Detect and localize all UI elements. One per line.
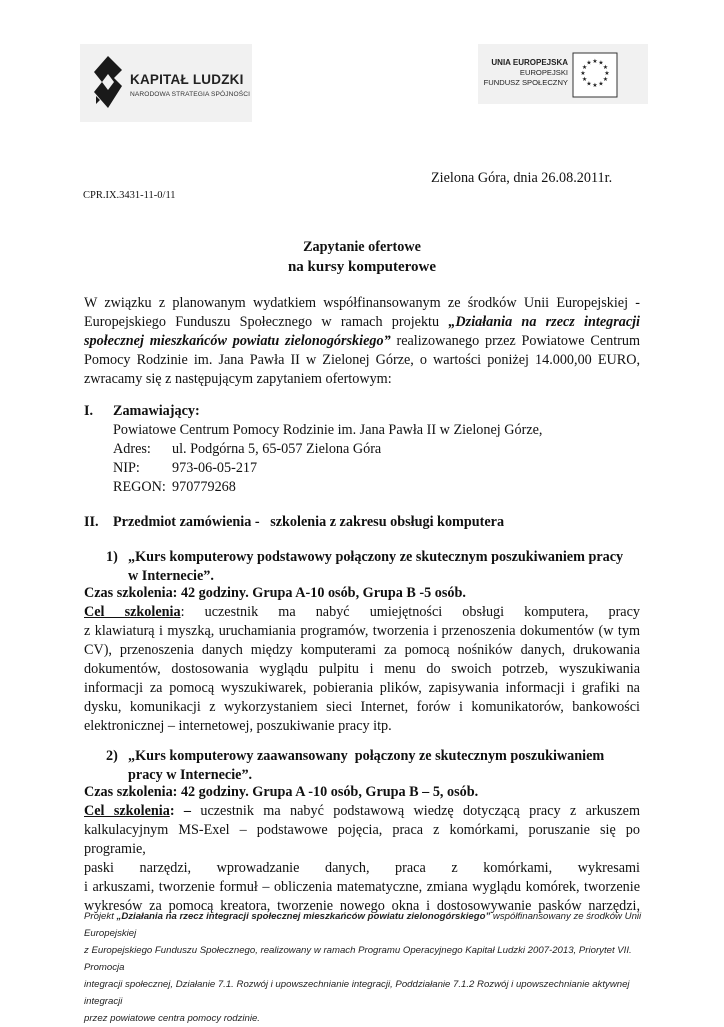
intro-line: zwracamy się z następującym zapytaniem ofertowym:	[84, 371, 392, 387]
svg-text:★: ★	[581, 76, 588, 83]
course-2-goal-line: i arkuszami, tworzenie formuł – obliczenia matematyczne, zmiana wyglądu komórek, tworzenie	[84, 879, 640, 895]
footer-text: współfinansowany ze środków Unii Europejskiej	[84, 911, 642, 939]
course-2-goal-line: wykresów za pomocą kreatora, tworzenie nowego okna i dostosowywanie pasków narzędzi,	[84, 898, 640, 914]
intro-line	[84, 332, 640, 351]
course-1-goal-line: CV), przenoszenia danych między komputerami za pomocą nośników danych, drukowania	[84, 642, 640, 658]
orderer-value: ul. Podgórna 5, 65-057 Zielona Góra	[172, 441, 382, 457]
orderer-label: Adres:	[113, 441, 151, 457]
eu-logo	[478, 44, 648, 104]
footer-line: z Europejskiego Funduszu Społecznego, realizowany w ramach Programu Operacyjnego Kapitał Ludzki 2007-2013, Priorytet VII. Promocja	[84, 945, 632, 973]
footer-project-name: „Działania na rzecz integracji społecznej mieszkańców powiatu zielonogórskiego”	[116, 911, 491, 922]
eu-logo-line2: EUROPEJSKI	[519, 68, 568, 77]
course-1-goal-line: dysku, komunikacji z wykorzystaniem sieci Internet, forów i komunikatorów, bankowości	[84, 699, 640, 715]
document-title: Zapytanie ofertowe	[303, 239, 421, 255]
eu-logo-text	[484, 58, 568, 88]
orderer-label: NIP:	[113, 460, 140, 476]
svg-text:★: ★	[586, 59, 592, 67]
course-2-goal-line: kalkulacyjnym MS-Exel – podstawowe pojęcia, praca z komórkami, poruszanie się po programie,	[84, 822, 640, 857]
svg-text:★: ★	[602, 76, 609, 83]
project-name: „Działania na rzecz integracji	[448, 314, 641, 330]
goal-label: Cel szkolenia	[84, 803, 170, 819]
document-subtitle-text: kursy komputerowe	[307, 259, 437, 275]
svg-text:★: ★	[592, 58, 598, 65]
course-2-title: „Kurs komputerowy zaawansowany połączony ze skutecznym poszukiwaniem	[128, 748, 605, 764]
course-1-goal-line: elektronicznej – internetowej, poszukiwanie pracy itp.	[84, 718, 392, 734]
course-1-title: „Kurs komputerowy podstawowy połączony ze skutecznym poszukiwaniem pracy	[128, 549, 624, 565]
svg-text:★: ★	[604, 70, 610, 77]
orderer-details	[113, 440, 613, 497]
course-1-number: 1)	[106, 549, 118, 565]
document-subtitle-prefix: na	[287, 259, 308, 275]
footer-line: integracji społecznej, Działanie 7.1. Rozwój i upowszechnianie integracji, Poddziałanie 7.1.2 Rozwój i upowszechnianie aktywnej integracji	[84, 979, 630, 1007]
place-date: Zielona Góra, dnia 26.08.2011r.	[431, 170, 613, 186]
svg-text:★: ★	[581, 64, 588, 71]
orderer-value: 970779268	[172, 479, 236, 495]
course-1-goal-line: informacji za pomocą wyszukiwarek, pobierania plików, zapisywania informacji i grafiki na	[84, 680, 640, 696]
footer-line: przez powiatowe centra pomocy rodzinie.	[84, 1013, 260, 1024]
course-2-goal-line	[84, 802, 640, 821]
intro-line: Pomocy Rodzinie im. Jana Pawła II w Zielonej Górze, o wartości poniżej 14.000,00 EURO,	[84, 352, 640, 368]
intro-text: realizowanego przez Powiatowe Centrum	[390, 333, 640, 349]
goal-text: uczestnik ma nabyć podstawową wiedzę dotyczącą pracy z arkuszem	[191, 803, 640, 819]
reference-number: CPR.IX.3431-11-0/11	[83, 190, 176, 201]
footer-note	[84, 908, 644, 1027]
svg-text:★: ★	[592, 82, 598, 89]
section-2-number: II.	[84, 514, 99, 530]
svg-text:★: ★	[602, 64, 609, 71]
intro-line	[84, 313, 640, 332]
kapital-ludzki-mark-icon	[94, 56, 122, 108]
orderer-row	[113, 478, 613, 497]
orderer-row	[113, 459, 613, 478]
course-2-goal-line: paski narzędzi, wprowadzanie danych, praca z komórkami, wykresami	[84, 860, 640, 876]
intro-paragraph	[84, 294, 640, 389]
course-1-goal-line: dokumentów, dostosowania wyglądu pulpitu i menu do swoich potrzeb, wyszukiwania	[84, 661, 640, 677]
goal-label: Cel szkolenia	[84, 604, 181, 620]
intro-text: Europejskiego Funduszu Społecznego w ramach projektu	[84, 314, 449, 330]
footer-line	[84, 908, 644, 942]
project-name: społecznej mieszkańców powiatu zielonogórskiego”	[84, 333, 391, 349]
svg-text:★: ★	[580, 70, 586, 77]
section-1-number: I.	[84, 403, 94, 419]
eu-logo-line1: UNIA EUROPEJSKA	[491, 58, 568, 67]
intro-line: W związku z planowanym wydatkiem współfinansowanym ze środków Unii Europejskiej -	[84, 295, 640, 311]
course-1-goal-line: z klawiaturą i myszką, uruchamiania programów, tworzenia i przenoszenia dokumentów (w tym	[84, 623, 640, 639]
course-1-title-cont: w Internecie”.	[128, 568, 214, 584]
kapital-ludzki-logo	[80, 44, 252, 122]
orderer-row	[113, 440, 613, 459]
eu-logo-line3: FUNDUSZ SPOŁECZNY	[483, 78, 568, 87]
footer-text: Projekt	[84, 911, 117, 922]
course-2-goal	[84, 802, 640, 916]
goal-dash: : –	[169, 803, 191, 819]
kapital-ludzki-title: KAPITAŁ LUDZKI	[130, 72, 244, 87]
course-2-number: 2)	[106, 748, 118, 764]
section-1-heading: Zamawiający:	[113, 403, 200, 419]
svg-text:★: ★	[586, 80, 592, 88]
course-1-goal-line	[84, 603, 640, 622]
kapital-ludzki-subtitle: NARODOWA STRATEGIA SPÓJNOŚCI	[130, 91, 251, 98]
svg-text:★: ★	[598, 80, 604, 88]
course-2-title-cont: pracy w Internecie”.	[128, 767, 253, 783]
section-2-heading: Przedmiot zamówienia - szkolenia z zakresu obsługi komputera	[113, 514, 505, 530]
goal-text: : uczestnik ma nabyć umiejętności obsługi komputera, pracy	[180, 604, 641, 620]
orderer-label: REGON:	[113, 479, 166, 495]
course-1-time: Czas szkolenia: 42 godziny. Grupa A-10 osób, Grupa B -5 osób.	[84, 585, 466, 601]
orderer-value: 973-06-05-217	[172, 460, 258, 476]
course-1-goal	[84, 603, 640, 736]
document-subtitle	[0, 258, 724, 277]
orderer-name: Powiatowe Centrum Pomocy Rodzinie im. Jana Pawła II w Zielonej Górze,	[113, 422, 543, 438]
course-2-time: Czas szkolenia: 42 godziny. Grupa A -10 osób, Grupa B – 5, osób.	[84, 784, 479, 800]
svg-text:★: ★	[598, 59, 604, 67]
eu-flag-icon	[572, 52, 618, 98]
